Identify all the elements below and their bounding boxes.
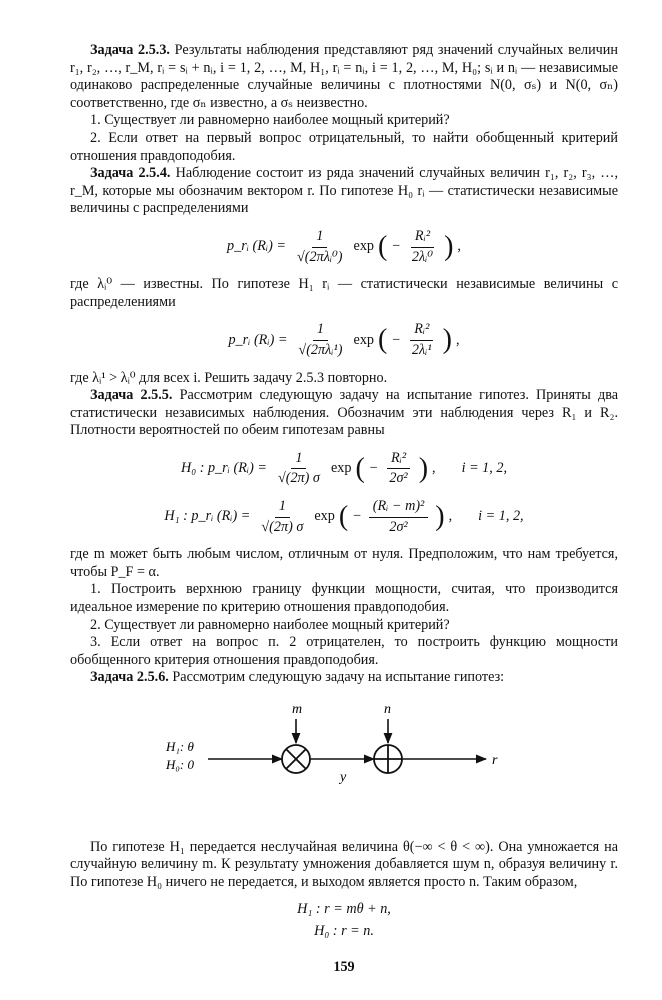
question: 2. Существует ли равномерно наиболее мощный критерий? — [90, 616, 450, 633]
equation-h1: H₁ : p_rᵢ (Rᵢ) = $\frac{1}{√(2\pi) \sigma}$ exp ( − $\frac{\text{(Rᵢ − m)²}}{\text{2σ²}}$ ) , i = 1, 2, — [164, 498, 524, 535]
fraction — [408, 321, 436, 359]
problem-text: где λᵢ⁰ — известны. По гипотезе H₁ rᵢ — статистически независимые величины с распределениями — [70, 276, 618, 310]
numerator: 1 — [313, 321, 328, 341]
denominator: 2λᵢ¹ — [411, 341, 432, 358]
denominator: √(2π) σ — [261, 518, 304, 535]
numerator: 1 — [275, 498, 290, 518]
result-h0 — [70, 923, 618, 941]
fraction — [408, 228, 437, 266]
problem-text: где m может быть любым числом, отличным от нуля. Предположим, что нам требуется, чтобы P_F = α. — [70, 546, 618, 580]
multiplier-input-label: m — [292, 705, 303, 717]
result-equation: H₁ : r = mθ + n, — [297, 901, 391, 918]
question: 2. Если ответ на первый вопрос отрицательный, то найти обобщенный критерий отношения правдоподобия. — [70, 129, 618, 164]
denominator: √(2π) σ — [277, 470, 320, 487]
adder-input-label: n — [384, 705, 391, 717]
fraction — [293, 228, 347, 266]
denominator: √(2πλᵢ⁰) — [297, 248, 343, 265]
problem-text: По гипотезе H₁ передается неслучайная величина θ(−∞ < θ < ∞). Она умножается на случайную величину m. К результату умножения добавляется шум n, образуя величину r. По гипотезе H₀ ничего не передается, и выходом является просто n. Таким образом, — [70, 838, 618, 890]
index-range: i = 1, 2, — [461, 460, 508, 477]
numerator: (Rᵢ − m)² — [369, 498, 429, 518]
equation-h0-density: p_rᵢ (Rᵢ) = $\frac{1}{\text{√(2πλᵢ⁰)}}$ exp ( − $\frac{\text{Rᵢ²}}{\text{2λᵢ⁰}}$ ) , — [227, 227, 461, 265]
numerator: 1 — [291, 450, 306, 470]
denominator: 2σ² — [389, 518, 408, 535]
eq-lhs: H₀ : p_rᵢ (Rᵢ) = — [180, 460, 267, 477]
exp-func: exp — [330, 460, 352, 477]
problem-text: Рассмотрим следующую задачу на испытание гипотез: — [172, 669, 505, 686]
question: 1. Построить верхнюю границу функции мощности, считая, что производится идеальное измерение по критерию отношения правдоподобия. — [70, 581, 618, 616]
result-equation: H₀ : r = n. — [314, 922, 374, 939]
numerator: Rᵢ² — [411, 228, 434, 248]
fraction — [257, 498, 307, 536]
page-number: 159 — [333, 958, 355, 975]
denominator: √(2πλᵢ¹) — [298, 341, 343, 358]
block-diagram — [90, 705, 570, 825]
problem-label: Задача 2.5.6. — [90, 669, 169, 686]
problem-2-5-3-intro — [70, 42, 618, 112]
numerator: Rᵢ² — [410, 321, 433, 341]
question: 3. Если ответ на вопрос п. 2 отрицателен, то построить функцию мощности обобщенного критерия отношения правдоподобия. — [70, 634, 618, 668]
problem-text: Рассмотрим следующую задачу на испытание гипотез. Приняты два статистически независимых наблюдения. Обозначим эти наблюдения через R₁ и R₂. Плотности вероятностей по обеим гипотезам равны — [70, 387, 619, 439]
problem-2-5-6-intro — [70, 669, 618, 687]
denominator: 2σ² — [389, 470, 408, 487]
numerator: Rᵢ² — [387, 450, 410, 470]
result-h1 — [70, 901, 618, 919]
problem-2-5-4-intro — [70, 165, 618, 218]
exp-func: exp — [353, 238, 375, 255]
problem-label: Задача 2.5.5. — [90, 387, 173, 404]
page-content — [70, 42, 618, 976]
equation-h0: H₀ : p_rᵢ (Rᵢ) = $\frac{1}{√(2\pi) \sigma}$ exp ( − $\frac{\text{Rᵢ²}}{\text{2σ²}}$ ) , i = 1, 2, — [180, 449, 508, 487]
fraction — [385, 450, 411, 488]
input-label-h1: H₁: θ — [166, 739, 194, 754]
question: 1. Существует ли равномерно наиболее мощный критерий? — [90, 112, 450, 129]
eq-lhs: p_rᵢ (Rᵢ) = — [228, 331, 288, 348]
eq-lhs: H₁ : p_rᵢ (Rᵢ) = — [164, 508, 251, 525]
input-label-h0: H₀: 0 — [166, 757, 194, 772]
output-label: r — [492, 753, 498, 768]
problem-text: Результаты наблюдения представляют ряд значений случайных величин r₁, r₂, …, r_M, rᵢ = sᵢ + nᵢ, i = 1, 2, …, M, H₁, rᵢ = nᵢ, i = 1, 2, …, M, H₀; sᵢ и nᵢ — независимые одинаково распределенные случайные величины с плотностями N(0, σₛ) и N(0, σₙ) соответственно, где σₙ известно, а σₛ неизвестно. — [70, 42, 618, 111]
exp-func: exp — [314, 508, 335, 525]
exp-func: exp — [353, 331, 375, 348]
problem-2-5-5-intro — [70, 387, 618, 440]
fraction — [294, 321, 346, 359]
problem-text: Наблюдение состоит из ряда значений случайных величин r₁, r₂, r₃, …, r_M, которые мы обозначим вектором r. По гипотезе H₀ rᵢ — статистически независимые величины с распределениями — [70, 165, 619, 217]
problem-label: Задача 2.5.4. — [90, 165, 171, 182]
fraction — [274, 450, 324, 488]
problem-label: Задача 2.5.3. — [90, 42, 170, 58]
equation-h1-density: p_rᵢ (Rᵢ) = $\frac{1}{\text{√(2πλᵢ¹)}}$ exp ( − $\frac{\text{Rᵢ²}}{\text{2λᵢ¹}}$ ) , — [228, 321, 460, 358]
fraction — [369, 498, 429, 536]
problem-text: где λᵢ¹ > λᵢ⁰ для всех i. Решить задачу 2.5.3 повторно. — [70, 369, 388, 386]
eq-lhs: p_rᵢ (Rᵢ) = — [227, 238, 286, 255]
numerator: 1 — [312, 228, 327, 248]
signal-label-y: y — [340, 770, 347, 785]
index-range: i = 1, 2, — [478, 508, 524, 525]
denominator: 2λᵢ⁰ — [411, 248, 434, 265]
